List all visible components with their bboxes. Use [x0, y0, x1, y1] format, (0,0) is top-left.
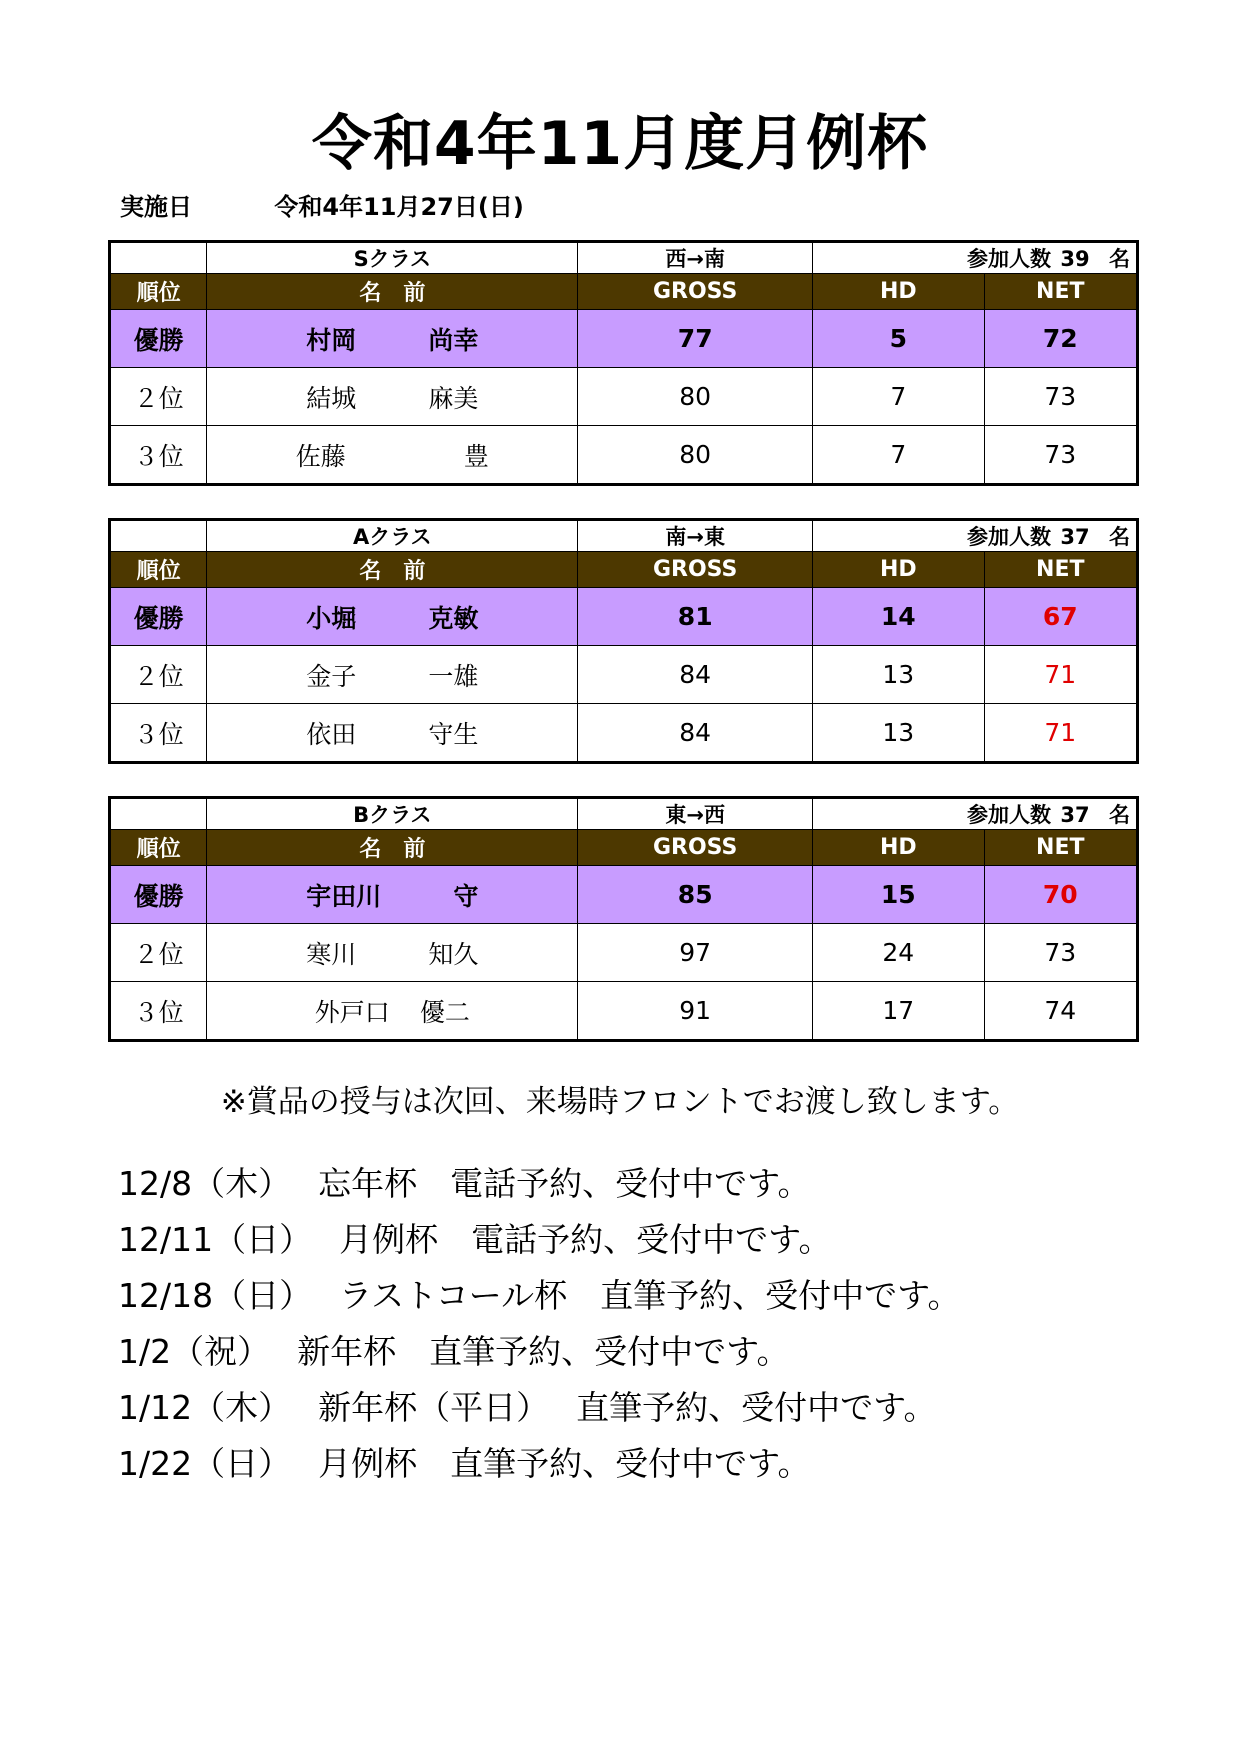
- rank-cell: ３位: [110, 982, 207, 1041]
- gross-score: 91: [578, 982, 813, 1041]
- rank-cell: 優勝: [110, 310, 207, 368]
- winner-row: [110, 310, 1138, 368]
- rank-cell: 優勝: [110, 588, 207, 646]
- class-name: Sクラス: [207, 242, 578, 274]
- net-score: 67: [984, 588, 1137, 646]
- player-name: 結城 麻美: [207, 368, 578, 426]
- class-name: Aクラス: [207, 520, 578, 552]
- column-header-row: [110, 274, 1138, 310]
- player-name: 外戸口 優二: [207, 982, 578, 1041]
- col-net: NET: [984, 830, 1137, 866]
- gross-score: 80: [578, 368, 813, 426]
- gross-score: 81: [578, 588, 813, 646]
- page-title: 令和4年11月度月例杯: [311, 109, 929, 179]
- list-item: 12/18（日） ラストコール杯 直筆予約、受付中です。: [118, 1276, 961, 1315]
- player-name: 寒川 知久: [207, 924, 578, 982]
- player-name: 依田 守生: [207, 704, 578, 763]
- col-name: 名 前: [207, 830, 578, 866]
- rank-cell: 優勝: [110, 866, 207, 924]
- column-header-row: [110, 552, 1138, 588]
- col-net: NET: [984, 552, 1137, 588]
- table-row: [110, 924, 1138, 982]
- gross-score: 84: [578, 704, 813, 763]
- col-gross: GROSS: [578, 830, 813, 866]
- course-route: 西→南: [578, 242, 813, 274]
- net-score: 71: [984, 704, 1137, 763]
- net-score: 73: [984, 924, 1137, 982]
- gross-score: 77: [578, 310, 813, 368]
- winner-row: [110, 588, 1138, 646]
- player-name: 小堀 克敏: [207, 588, 578, 646]
- class-info-row: [110, 242, 1138, 274]
- handicap: 13: [813, 704, 985, 763]
- participant-count: 参加人数 37 名: [813, 798, 1138, 830]
- table-row: [110, 426, 1138, 485]
- date-value: 令和4年11月27日(日): [274, 193, 524, 221]
- list-item: 1/22（日） 月例杯 直筆予約、受付中です。: [118, 1444, 811, 1483]
- player-name: 村岡 尚幸: [207, 310, 578, 368]
- results-table-a-class: [108, 518, 1139, 764]
- gross-score: 84: [578, 646, 813, 704]
- results-table-b-class: [108, 796, 1139, 1042]
- list-item: 12/11（日） 月例杯 電話予約、受付中です。: [118, 1220, 832, 1259]
- gross-score: 85: [578, 866, 813, 924]
- col-hd: HD: [813, 552, 985, 588]
- list-item: 1/2（祝） 新年杯 直筆予約、受付中です。: [118, 1332, 790, 1371]
- handicap: 13: [813, 646, 985, 704]
- table-row: [110, 982, 1138, 1041]
- net-score: 74: [984, 982, 1137, 1041]
- net-score: 71: [984, 646, 1137, 704]
- col-rank: 順位: [110, 274, 207, 310]
- handicap: 17: [813, 982, 985, 1041]
- table-row: [110, 646, 1138, 704]
- course-route: 南→東: [578, 520, 813, 552]
- participant-count: 参加人数 39 名: [813, 242, 1138, 274]
- rank-cell: ３位: [110, 426, 207, 485]
- rank-cell: ２位: [110, 924, 207, 982]
- player-name: 宇田川 守: [207, 866, 578, 924]
- date-label: 実施日: [120, 193, 192, 221]
- results-table-s-class: [108, 240, 1139, 486]
- class-info-row: [110, 520, 1138, 552]
- gross-score: 80: [578, 426, 813, 485]
- handicap: 14: [813, 588, 985, 646]
- rank-cell: ２位: [110, 368, 207, 426]
- col-hd: HD: [813, 830, 985, 866]
- col-net: NET: [984, 274, 1137, 310]
- column-header-row: [110, 830, 1138, 866]
- net-score: 73: [984, 368, 1137, 426]
- rank-cell: ３位: [110, 704, 207, 763]
- player-name: 佐藤 豊: [207, 426, 578, 485]
- winner-row: [110, 866, 1138, 924]
- col-rank: 順位: [110, 552, 207, 588]
- event-date: [120, 187, 524, 222]
- handicap: 24: [813, 924, 985, 982]
- rank-cell: ２位: [110, 646, 207, 704]
- upcoming-events-list: [118, 1156, 960, 1492]
- class-name: Bクラス: [207, 798, 578, 830]
- net-score: 70: [984, 866, 1137, 924]
- handicap: 7: [813, 426, 985, 485]
- list-item: 12/8（木） 忘年杯 電話予約、受付中です。: [118, 1164, 811, 1203]
- col-gross: GROSS: [578, 552, 813, 588]
- col-gross: GROSS: [578, 274, 813, 310]
- handicap: 7: [813, 368, 985, 426]
- net-score: 73: [984, 426, 1137, 485]
- course-route: 東→西: [578, 798, 813, 830]
- list-item: 1/12（木） 新年杯（平日） 直筆予約、受付中です。: [118, 1388, 937, 1427]
- col-hd: HD: [813, 274, 985, 310]
- class-info-row: [110, 798, 1138, 830]
- participant-count: 参加人数 37 名: [813, 520, 1138, 552]
- gross-score: 97: [578, 924, 813, 982]
- handicap: 15: [813, 866, 985, 924]
- handicap: 5: [813, 310, 985, 368]
- col-name: 名 前: [207, 552, 578, 588]
- col-name: 名 前: [207, 274, 578, 310]
- prize-note: ※賞品の授与は次回、来場時フロントでお渡し致します。: [220, 1084, 1020, 1120]
- player-name: 金子 一雄: [207, 646, 578, 704]
- table-row: [110, 704, 1138, 763]
- net-score: 72: [984, 310, 1137, 368]
- col-rank: 順位: [110, 830, 207, 866]
- table-row: [110, 368, 1138, 426]
